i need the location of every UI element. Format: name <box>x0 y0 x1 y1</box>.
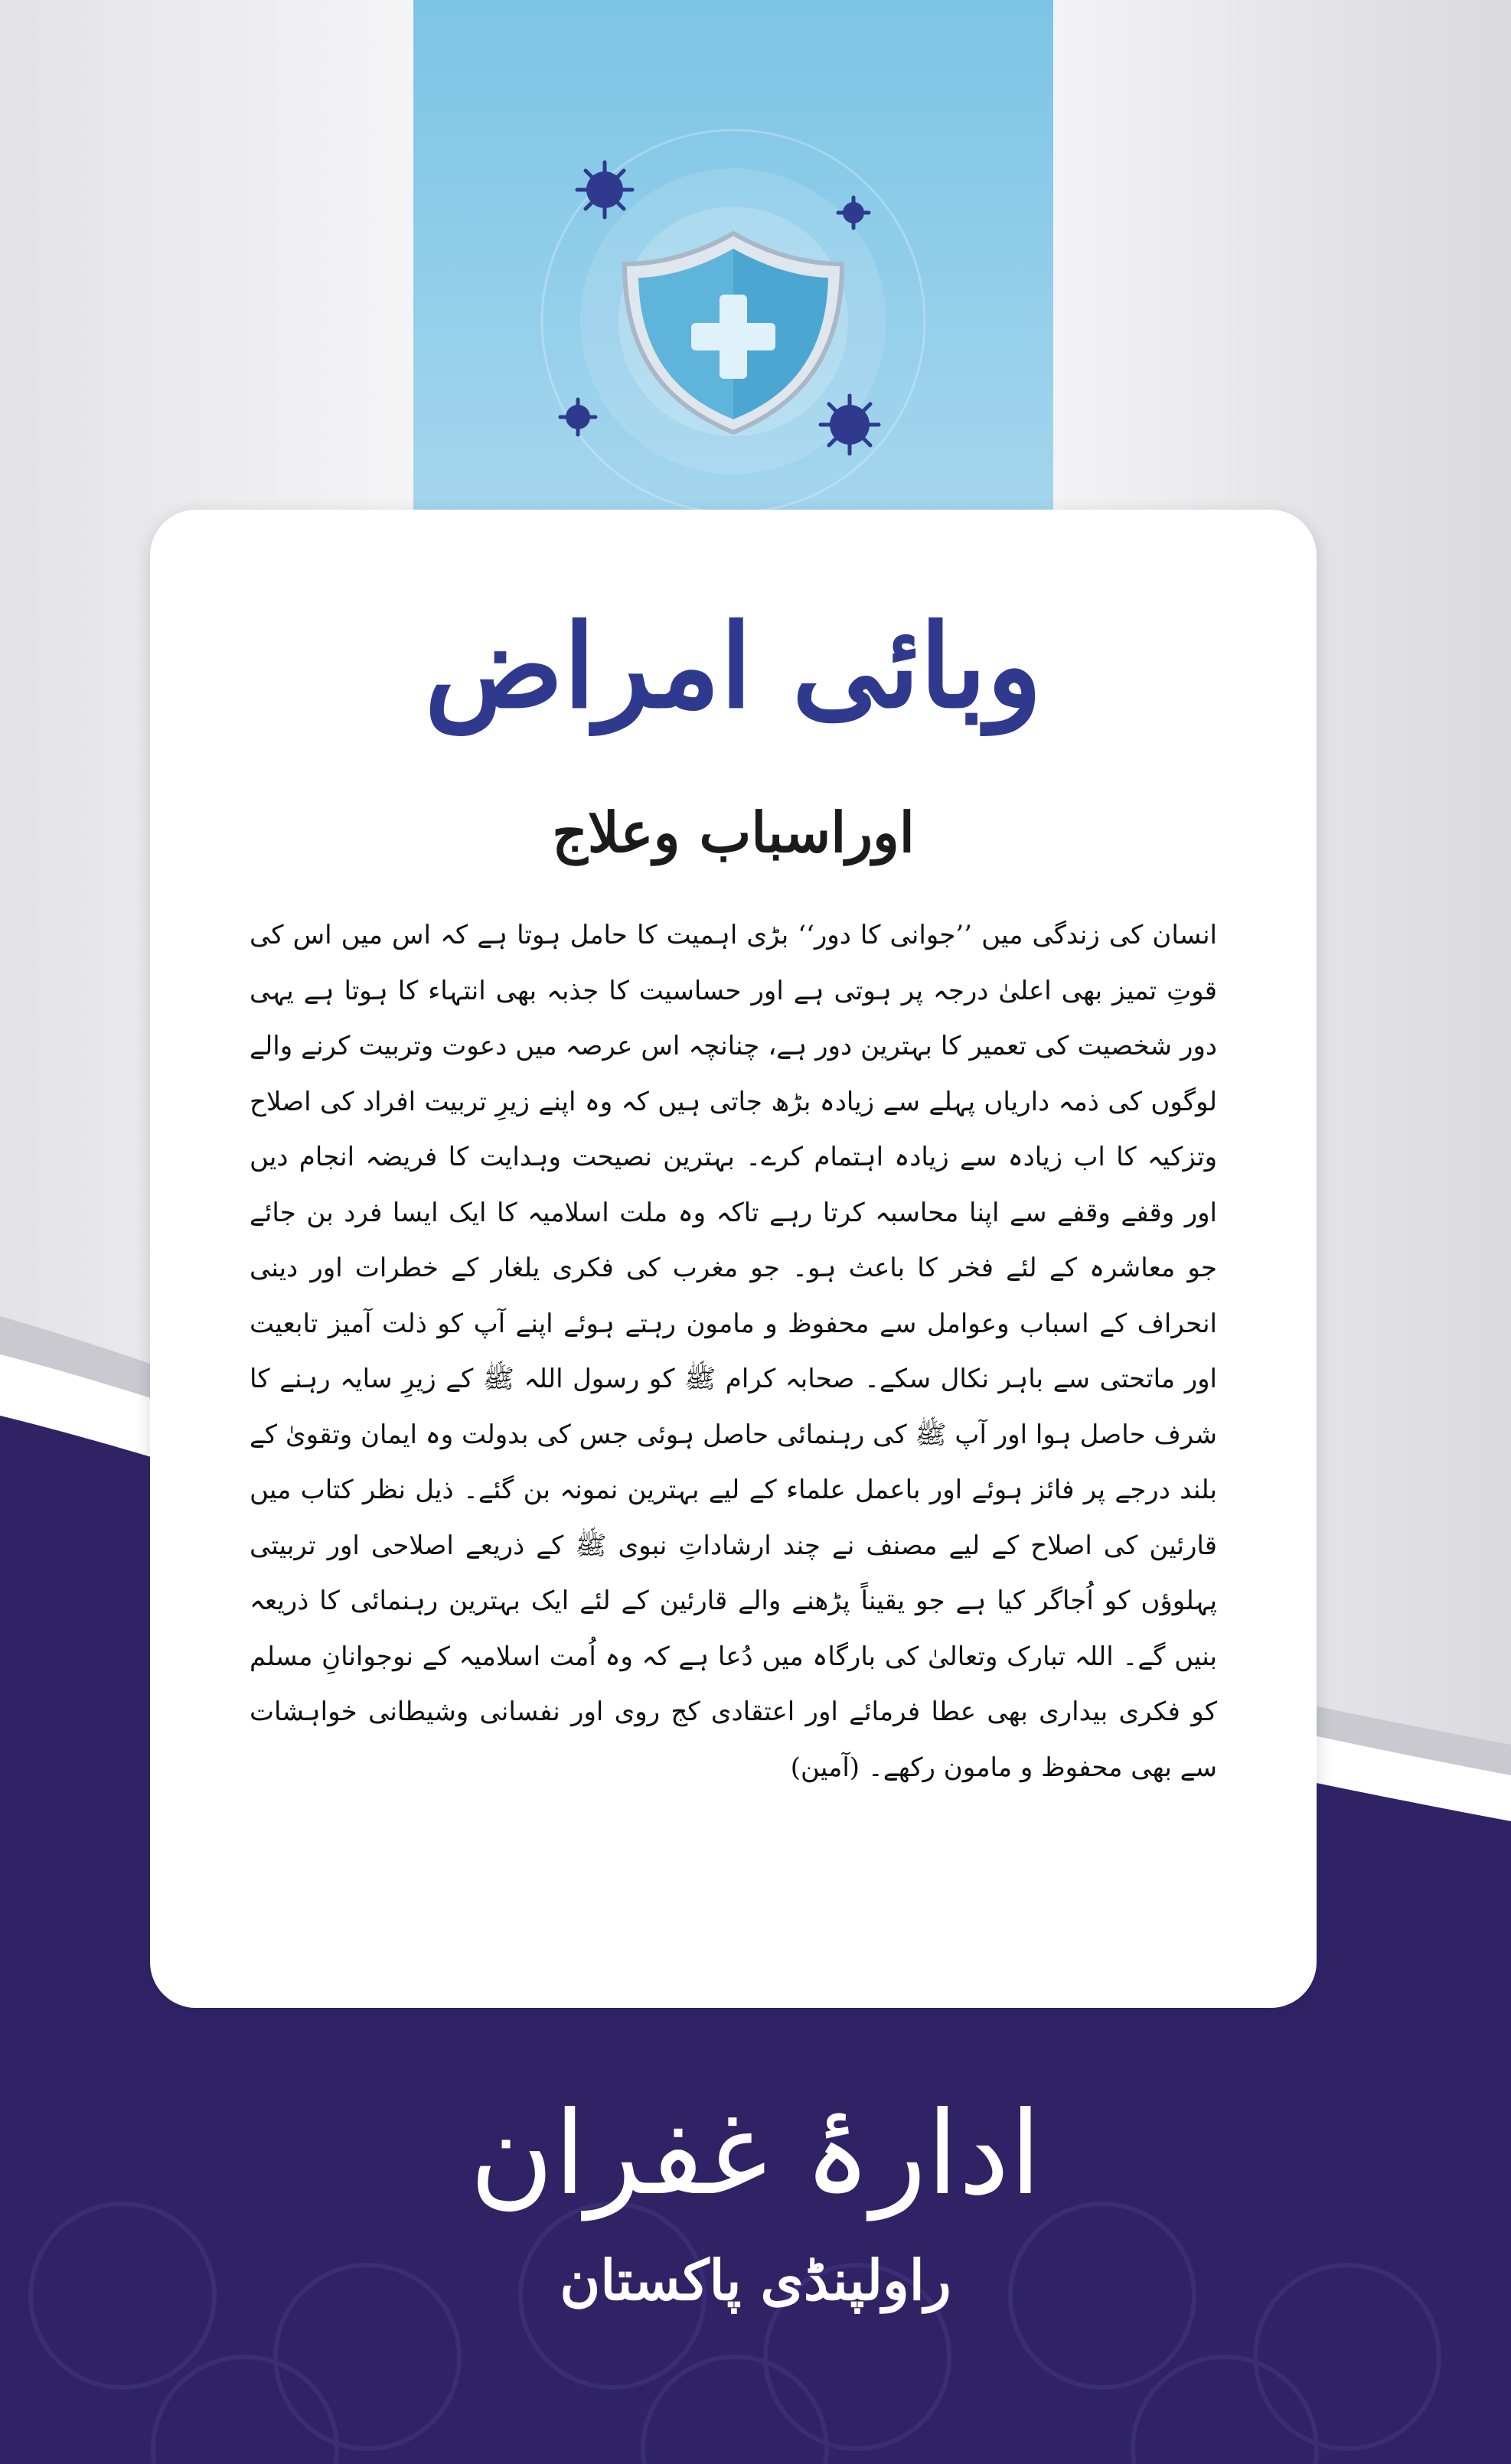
content-card <box>150 510 1317 2008</box>
shield-plus-icon <box>413 0 1053 551</box>
shield-banner <box>413 0 1053 551</box>
book-subtitle: اوراسباب وعلاج <box>552 800 915 865</box>
publisher-logo-name: ادارۂ غفران <box>469 2088 1042 2221</box>
publisher-location: راولپنڈی پاکستان <box>560 2247 951 2312</box>
book-title: وبائی امراض <box>424 599 1043 734</box>
book-description: انسان کی زندگی میں ’’جوانی کا دور‘‘ بڑی اہمیت کا حامل ہوتا ہے کہ اس میں اس کی قوتِ تمیز بھی اعلیٰ درجہ پر ہوتی ہے اور حساسیت کا جذبہ بھی انتہاء کا ہوتا ہے یہی دور شخصیت کی تعمیر کا بہترین دور ہے، چنانچہ اس عرصہ میں دعوت وتربیت کرنے والے لوگوں کی ذمہ داریاں پہلے سے زیادہ بڑھ جاتی ہیں کہ وہ اپنے زیرِ تربیت افراد کی اصلاح وتزکیہ کا اب زیادہ سے زیادہ اہتمام کرے۔ بہترین نصیحت وہدایت کا فریضہ انجام دیں اور وقفے وقفے سے اپنا محاسبہ کرتا رہے تاکہ وہ ملت اسلامیہ کا ایک ایسا فرد بن جائے جو معاشرہ کے لئے فخر کا باعث ہو۔ جو مغرب کی فکری یلغار کے خطرات اور دینی انحراف کے اسباب وعوامل سے محفوظ و مامون رہتے ہوئے اپنے آپ کو ذلت آمیز تابعیت اور ماتحتی سے باہر نکال سکے۔ صحابہ کرام ﷺ کو رسول اللہ ﷺ کے زیرِ سایہ رہنے کا شرف حاصل ہوا اور آپ ﷺ کی رہنمائی حاصل ہوئی جس کی بدولت وہ ایمان وتقویٰ کے بلند درجے پر فائز ہوئے اور باعمل علماء کے لیے بہترین نمونہ بن گئے۔ ذیل نظر کتاب میں قارئین کی اصلاح کے لیے مصنف نے چند ارشاداتِ نبوی ﷺ کے ذریعے اصلاحی اور تربیتی پہلوؤں کو اُجاگر کیا ہے جو یقیناً پڑھنے والے قارئین کے لئے ایک بہترین رہنمائی کا ذریعہ بنیں گے۔ اللہ تبارک وتعالیٰ کی بارگاہ میں دُعا ہے کہ وہ اُمت اسلامیہ کے نوجوانانِ مسلم کو فکری بیداری بھی عطا فرمائے اور اعتقادی کج روی اور نفسانی وشیطانی خواہشات سے بھی محفوظ و مامون رکھے۔ (آمین) <box>250 920 1217 1783</box>
